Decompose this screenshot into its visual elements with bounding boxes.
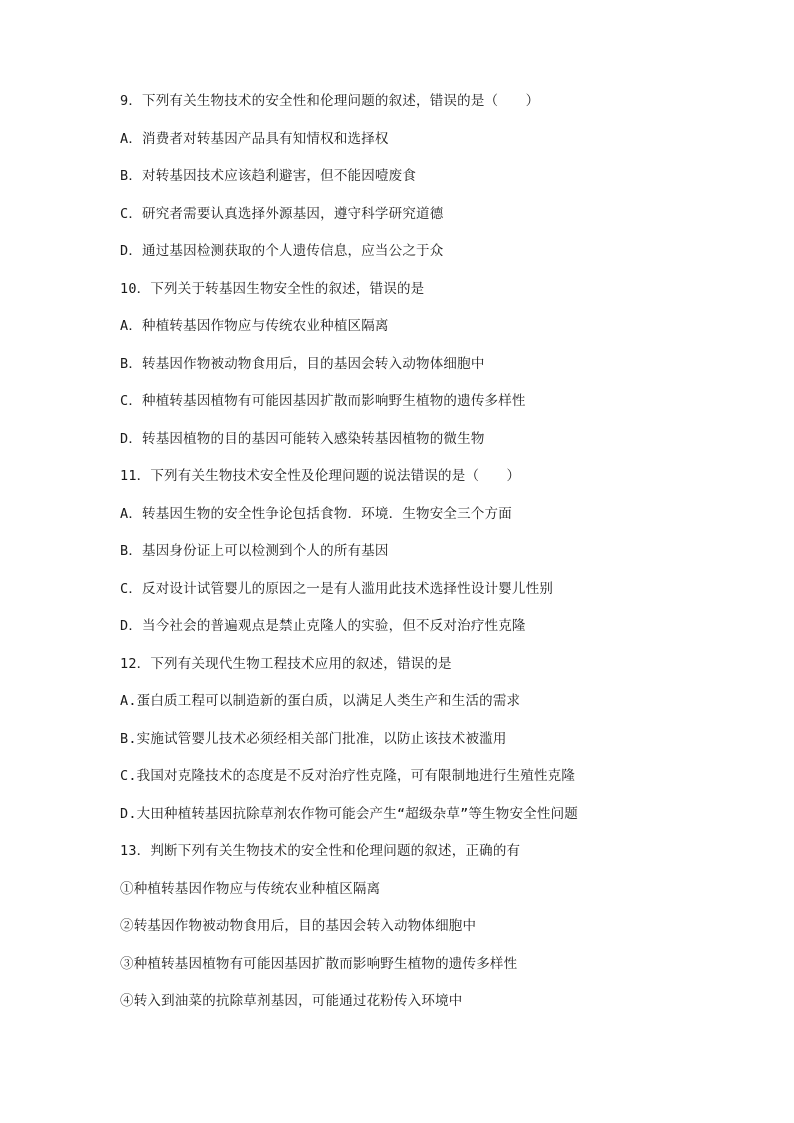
- question-13-item-4: ④转入到油菜的抗除草剂基因，可能通过花粉传入环境中: [120, 993, 463, 1009]
- question-10-option-b: B．转基因作物被动物食用后，目的基因会转入动物体细胞中: [120, 355, 485, 372]
- question-9-stem: 9．下列有关生物技术的安全性和伦理问题的叙述，错误的是（ ）: [120, 93, 540, 109]
- question-10-option-a: A．种植转基因作物应与传统农业种植区隔离: [120, 318, 389, 334]
- question-10-option-d: D．转基因植物的目的基因可能转入感染转基因植物的微生物: [120, 430, 485, 447]
- question-10-option-c: C．种植转基因植物有可能因基因扩散而影响野生植物的遗传多样性: [120, 393, 526, 409]
- question-13-item-1: ①种植转基因作物应与传统农业种植区隔离: [120, 880, 381, 897]
- question-13-item-3: ③种植转基因植物有可能因基因扩散而影响野生植物的遗传多样性: [120, 955, 518, 972]
- question-12-stem: 12．下列有关现代生物工程技术应用的叙述，错误的是: [120, 655, 452, 672]
- question-12-option-c: C.我国对克隆技术的态度是不反对治疗性克隆，可有限制地进行生殖性克隆: [120, 768, 576, 784]
- question-9-option-a: A．消费者对转基因产品具有知情权和选择权: [120, 130, 389, 147]
- question-11-option-a: A．转基因生物的安全性争论包括食物．环境．生物安全三个方面: [120, 505, 512, 522]
- question-11-stem: 11．下列有关生物技术安全性及伦理问题的说法错误的是（ ）: [120, 468, 521, 484]
- question-11-option-b: B．基因身份证上可以检测到个人的所有基因: [120, 543, 389, 559]
- question-12-option-d: D.大田种植转基因抗除草剂农作物可能会产生“超级杂草”等生物安全性问题: [120, 805, 579, 822]
- question-9-option-b: B．对转基因技术应该趋利避害，但不能因噎废食: [120, 168, 417, 184]
- question-9-option-c: C．研究者需要认真选择外源基因，遵守科学研究道德: [120, 205, 444, 222]
- question-9-option-d: D．通过基因检测获取的个人遗传信息，应当公之于众: [120, 243, 444, 259]
- question-11-option-d: D．当今社会的普遍观点是禁止克隆人的实验，但不反对治疗性克隆: [120, 618, 526, 634]
- question-list: [120, 92, 680, 1030]
- question-11-option-c: C．反对设计试管婴儿的原因之一是有人滥用此技术选择性设计婴儿性别: [120, 580, 554, 597]
- question-12-option-a: A.蛋白质工程可以制造新的蛋白质，以满足人类生产和生活的需求: [120, 693, 521, 709]
- question-13-stem: 13．判断下列有关生物技术的安全性和伦理问题的叙述，正确的有: [120, 843, 521, 859]
- question-10-stem: 10．下列关于转基因生物安全性的叙述，错误的是: [120, 280, 425, 297]
- question-12-option-b: B.实施试管婴儿技术必须经相关部门批准，以防止该技术被滥用: [120, 730, 507, 747]
- question-13-item-2: ②转基因作物被动物食用后，目的基因会转入动物体细胞中: [120, 918, 477, 934]
